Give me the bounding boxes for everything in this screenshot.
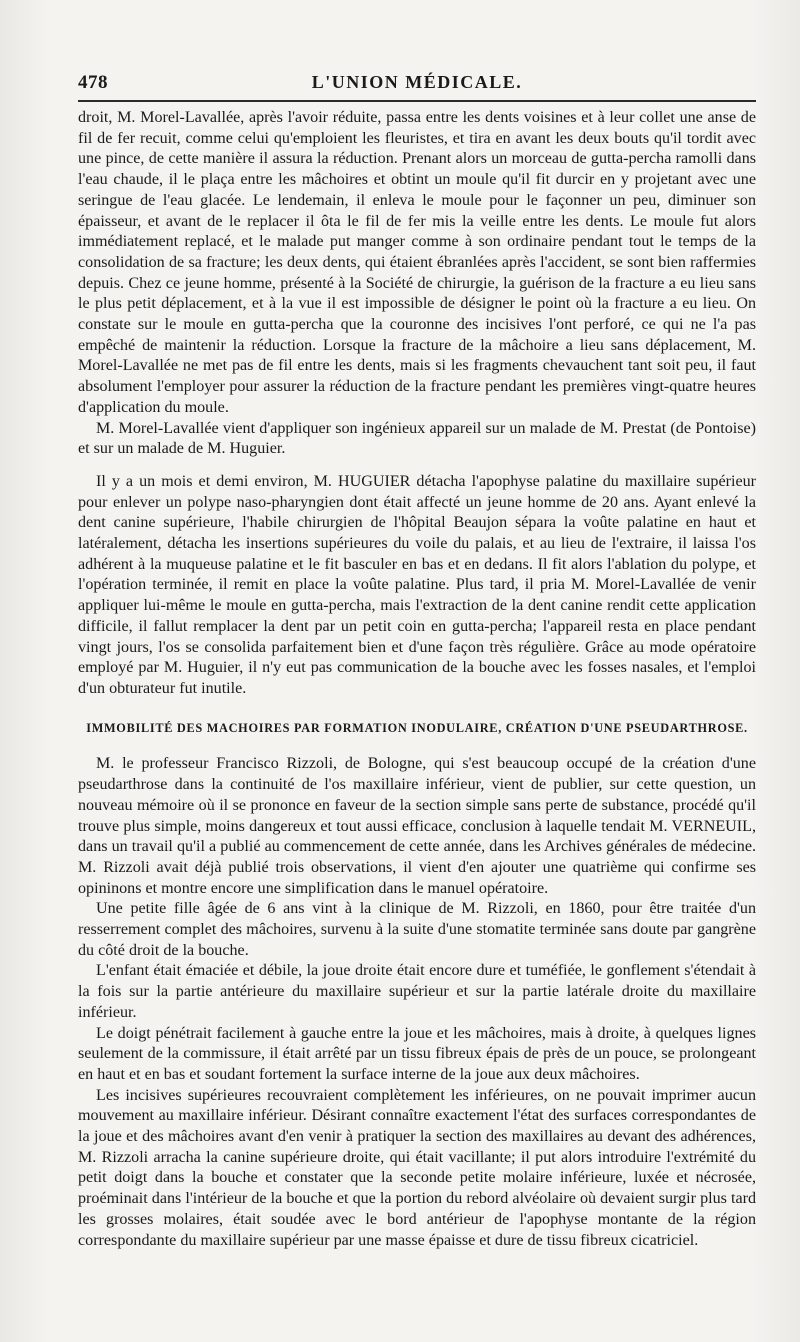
paragraph-case-girl: Une petite fille âgée de 6 ans vint à la clinique de M. Rizzoli, en 1860, pour être traitée d'un resserrement complet des mâchoires, survenu à la suite d'une stomatite terminée sans doute par gangrène du côté droit de la bouche. (78, 900, 756, 959)
page-number: 478 (78, 72, 108, 93)
paragraph-incisors: Les incisives supérieures recouvraient complètement les inférieures, on ne pouvait imprimer aucun mouvement au maxillaire inférieur. Désirant connaître exactement l'état des surfaces correspondantes de la joue et des mâchoires avant d'en venir à pratiquer la section des maxillaires au devant des adhérences, M. Rizzoli arracha la canine supérieure droite, qui était vacillante; il put alors introduire l'extrémité du petit doigt dans la bouche et constater que la seconde petite molaire inférieure, luxée et nécrosée, proéminait dans l'intérieur de la bouche et que la portion du rebord alvéolaire où devaient surgir plus tard les grosses molaires, était soudée avec le bord antérieur de l'apophyse montante de la région correspondante du maxillaire supérieur par une masse épaisse et dure de tissu fibreux cicatriciel. (78, 1086, 756, 1249)
paragraph-emaciated: L'enfant était émaciée et débile, la joue droite était encore dure et tuméfiée, le gonflement s'étendait à la fois sur la partie antérieure du maxillaire supérieur et sur la partie latérale droite du maxillaire inférieur. (78, 962, 756, 1021)
paragraph-continuation: droit, M. Morel-Lavallée, après l'avoir réduite, passa entre les dents voisines et à leur collet une anse de fil de fer recuit, comme celui qu'emploient les fleuristes, et tira en avant les deux bouts qu'il tordit avec une pince, de cette manière il assura la réduction. Prenant alors un morceau de gutta-percha ramolli dans l'eau chaude, il le plaça entre les mâchoires et obtint un moule qu'il fit durcir en y projetant avec une seringue de l'eau glacée. Le lendemain, il enleva le moule pour le façonner un peu, diminuer son épaisseur, et avant de le replacer il ôta le fil de fer mis la veille entre les dents. Le moule fut alors immédiatement replacé, et le malade put manger comme à son ordinaire pendant tout le temps de la consolidation de sa fracture; les deux dents, qui étaient ébranlées après l'accident, se sont bien raffermies depuis. Chez ce jeune homme, présenté à la Société de chirurgie, la guérison de la fracture a eu lieu sans le plus petit déplacement, et à la vue il est impossible de désigner le point où la fracture a eu lieu. On constate sur le moule en gutta-percha que la couronne des incisives l'ont perforé, ce qui ne l'a pas empêché de maintenir la réduction. Lorsque la fracture de la mâchoire a lieu sans déplacement, M. Morel-Lavallée ne met pas de fil entre les dents, mais si les fragments chevauchent tant soit peu, il faut absolument l'employer pour assurer la réduction de la fracture pendant les premières vingt-quatre heures d'application du moule. (78, 109, 756, 416)
section-heading: IMMOBILITÉ DES MACHOIRES PAR FORMATION INODULAIRE, CRÉATION D'UNE PSEUDARTHROSE. (86, 720, 748, 735)
paragraph-finger: Le doigt pénétrait facilement à gauche entre la joue et les mâchoires, mais à droite, à quelques lignes seulement de la commissure, il était arrêté par un tissu fibreux épais de près de un pouce, se prolongeant en haut et en bas et soudant fortement la surface interne de la joue aux deux mâchoires. (78, 1024, 756, 1083)
running-head (78, 66, 756, 96)
journal-title: L'UNION MÉDICALE. (311, 72, 523, 92)
paragraph-morel-lavallee: M. Morel-Lavallée vient d'appliquer son ingénieux appareil sur un malade de M. Prestat (de Pontoise) et sur un malade de M. Huguier. (78, 419, 756, 458)
paragraph-huguier: Il y a un mois et demi environ, M. HUGUIER détacha l'apophyse palatine du maxillaire supérieur pour enlever un polype naso-pharyngien dont était affecté un jeune homme de 20 ans. Ayant enlevé la dent canine supérieure, l'habile chirurgien de l'hôpital Beaujon sépara la voûte palatine en haut et latéralement, détacha les insertions supérieures du voile du palais, et au lieu de l'extraire, il laissa l'os adhérent à la muqueuse palatine et le fit basculer en bas et en dedans. Il fit alors l'ablation du polype, et l'opération terminée, il remit en place la voûte palatine. Plus tard, il pria M. Morel-Lavallée de venir appliquer lui-même le moule en gutta-percha, mais l'extraction de la dent canine rendit cette application difficile, il fallut remplacer la dent par un petit coin en gutta-percha; l'appareil resta en place pendant vingt jours, l'os se consolida parfaitement bien et d'une façon très régulière. Grâce au mode opératoire employé par M. Huguier, il n'y eut pas communication de la bouche avec les fosses nasales, et l'emploi d'un obturateur fut inutile. (78, 472, 756, 697)
paragraph-rizzoli: M. le professeur Francisco Rizzoli, de Bologne, qui s'est beaucoup occupé de la création d'une pseudarthrose dans la continuité de l'os maxillaire inférieur, vient de publier, sur cette question, un nouveau mémoire où il se prononce en faveur de la section simple sans perte de substance, procédé qu'il trouve plus simple, moins dangereux et tout aussi efficace, conclusion à laquelle tendait M. VERNEUIL, dans un travail qu'il a publié au commencement de cette année, dans les Archives générales de médecine. M. Rizzoli avait déjà publié trois observations, il vient d'en ajouter une quatrième qui confirme ses opininons et montre encore une simplification dans le manuel opératoire. (78, 755, 756, 897)
article-body (78, 108, 756, 1251)
header-rule (78, 100, 756, 102)
